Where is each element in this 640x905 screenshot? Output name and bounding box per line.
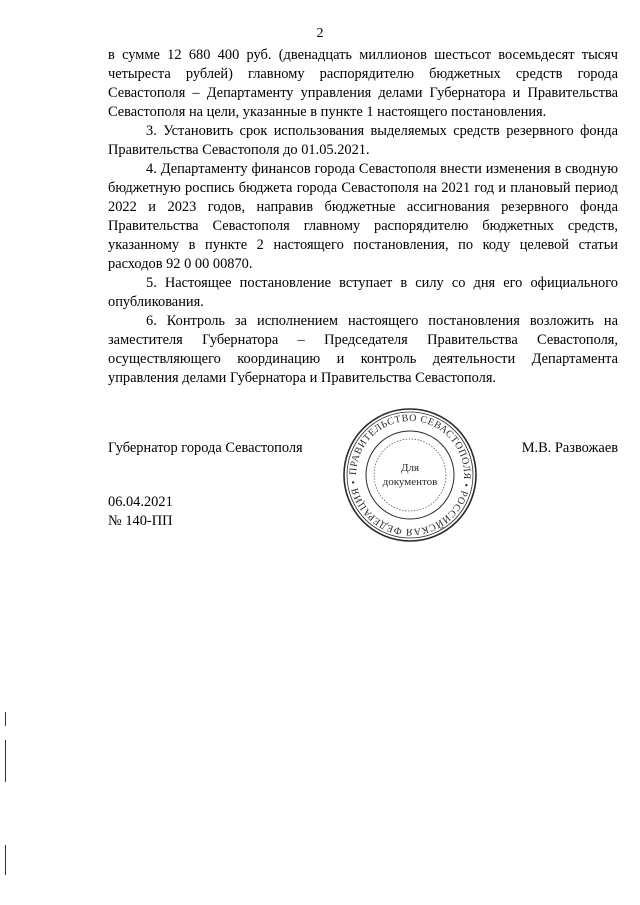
official-seal-stamp (340, 405, 480, 545)
document-body (108, 46, 618, 388)
paragraph-4: 4. Департаменту финансов города Севастополя внести изменения в сводную бюджетную роспись бюджета города Севастополя на 2021 год и плановый период 2022 и 2023 годов, направив бюджетные ассигнования резервного фонда Правительства Севастополя главному распорядителю бюджетных средств, указанному в пункте 2 настоящего постановления, по коду целевой статьи расходов 92 0 00 00870. (108, 161, 618, 272)
paragraph-6: 6. Контроль за исполнением настоящего постановления возложить на заместителя Губернатора – Председателя Правительства Севастополя, осуществляющего координацию и контроль деятельности Департамента управления делами Губернатора и Правительства Севастополя. (108, 313, 618, 386)
scan-margin-mark (5, 740, 6, 782)
document-meta (108, 493, 173, 531)
scan-margin-mark (5, 712, 6, 726)
document-number: № 140-ПП (108, 513, 173, 529)
paragraph-3: 3. Установить срок использования выделяемых средств резервного фонда Правительства Севастополя до 01.05.2021. (108, 123, 618, 158)
scan-margin-mark (5, 845, 6, 875)
page-number: 2 (316, 26, 324, 41)
document-date: 06.04.2021 (108, 494, 173, 510)
seal-center-line2: документов (382, 476, 438, 488)
seal-center-line1: Для (400, 462, 420, 474)
signatory-title: Губернатор города Севастополя (108, 440, 303, 456)
paragraph-5: 5. Настоящее постановление вступает в силу со дня его официального опубликования. (108, 275, 618, 310)
signatory-name: М.В. Развожаев (521, 440, 618, 456)
paragraph-continuation: в сумме 12 680 400 руб. (двенадцать миллионов шестьсот восемьдесят тысяч четыреста рублей) главному распорядителю бюджетных средств города Севастополя – Департаменту управления делами Губернатора и Правительства Севастополя на цели, указанные в пункте 1 настоящего постановления. (108, 47, 618, 120)
svg-text:ПРАВИТЕЛЬСТВО СЕВАСТОПОЛЯ • РО (348, 413, 472, 537)
seal-outer-text: ПРАВИТЕЛЬСТВО СЕВАСТОПОЛЯ • РОССИЙСКАЯ ФЕДЕРАЦИЯ • (347, 412, 473, 538)
